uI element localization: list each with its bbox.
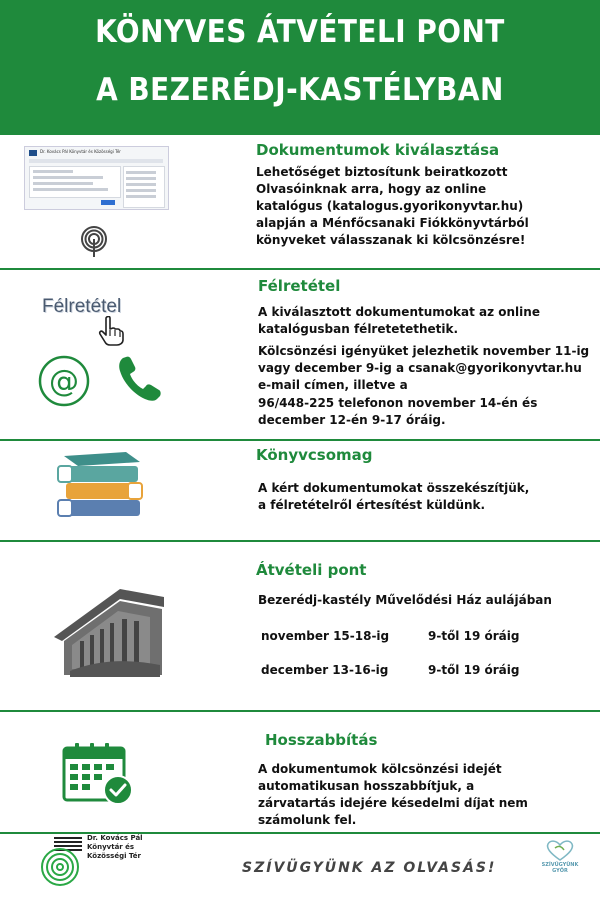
mansion-building-icon [50,585,168,679]
text-line: Lehetőséget biztosítunk beiratkozott [256,165,508,179]
section-title-konyvcsomag: Könyvcsomag [256,446,373,464]
catalog-screenshot-title: Dr. Kovács Pál Könyvtár és Közösségi Tér [40,149,121,154]
text-line: számolunk fel. [258,813,357,827]
text-line: a félretételről értesítést küldünk. [258,498,486,512]
section-divider [0,540,600,542]
schedule-dates: november 15-18-ig [261,629,390,643]
phone-icon [117,354,163,402]
header-title-line2: A BEZERÉDJ-KASTÉLYBAN [96,72,504,108]
section-text-hosszabbitas [258,761,528,829]
section-title-dokumentumok: Dokumentumok kiválasztása [256,141,500,159]
footer-slogan: SZÍVÜGYÜNK AZ OLVASÁS! [242,860,497,876]
text-line: alapján a Ménfőcsanaki Fiókkönyvtárból [256,216,529,230]
right-logo-text: SZÍVÜGYÜNK [541,862,579,868]
section-text-dokumentumok [256,164,529,249]
text-line: Kölcsönzési igényüket jelezhetik november 11-ig [258,344,590,358]
right-logo-text: GYŐR [552,868,568,874]
section-text-felretetel-a [258,304,540,338]
text-line: e-mail címen, illetve a [258,378,408,392]
atveteli-place: Bezerédj-kastély Művelődési Ház aulájában [258,593,552,607]
schedule-hours: 9-től 19 óráig [428,663,520,677]
section-text-felretetel-c [258,395,537,429]
text-line: 96/448-225 telefonon november 14-én és [258,396,538,410]
text-line: december 12-én 9-17 óráig. [258,413,446,427]
schedule-dates: december 13-16-ig [261,663,389,677]
library-name-line: Dr. Kovács Pál [87,834,143,842]
library-name [87,834,143,861]
calendar-check-icon [62,742,134,806]
book-stack-icon [56,450,148,520]
section-divider [0,439,600,441]
text-line: zárvatartás idejére késedelmi díjat nem [258,796,528,810]
header-title-line1: KÖNYVES ÁTVÉTELI PONT [95,14,505,50]
library-logo [38,835,84,887]
text-line: katalógusban félretetethetik. [258,322,459,336]
section-title-hosszabbitas: Hosszabbítás [265,731,378,749]
text-line: katalógus (katalogus.gyorikonyvtar.hu) [256,199,524,213]
text-line: Olvasóinknak arra, hogy az online [256,182,487,196]
section-title-felretetel: Félretétel [258,277,341,295]
right-logo [540,838,580,878]
catalog-screenshot [24,146,169,210]
page-header [0,0,600,135]
touch-icon [80,225,108,259]
section-divider [0,268,600,270]
text-line: könyveket válasszanak ki kölcsönzésre! [256,233,526,247]
email-at-icon [36,355,92,407]
library-name-line: Könyvtár és [87,843,135,851]
hand-cursor-icon [98,316,124,346]
svg-text:@: @ [49,364,79,399]
gyor-heart-logo-icon [544,838,576,862]
felretetel-image-label: Félretétel [42,296,122,317]
section-divider [0,710,600,712]
library-name-line: Közösségi Tér [87,852,141,860]
text-line: A kért dokumentumokat összekészítjük, [258,481,530,495]
text-line: automatikusan hosszabbítjuk, a [258,779,475,793]
section-text-konyvcsomag [258,480,529,514]
text-line: A dokumentumok kölcsönzési idejét [258,762,502,776]
text-line: A kiválasztott dokumentumokat az online [258,305,540,319]
text-line: vagy december 9-ig a csanak@gyorikonyvtar.hu [258,361,582,375]
section-text-felretetel-b [258,343,589,394]
schedule-hours: 9-től 19 óráig [428,629,520,643]
section-title-atveteli: Átvételi pont [256,561,367,579]
